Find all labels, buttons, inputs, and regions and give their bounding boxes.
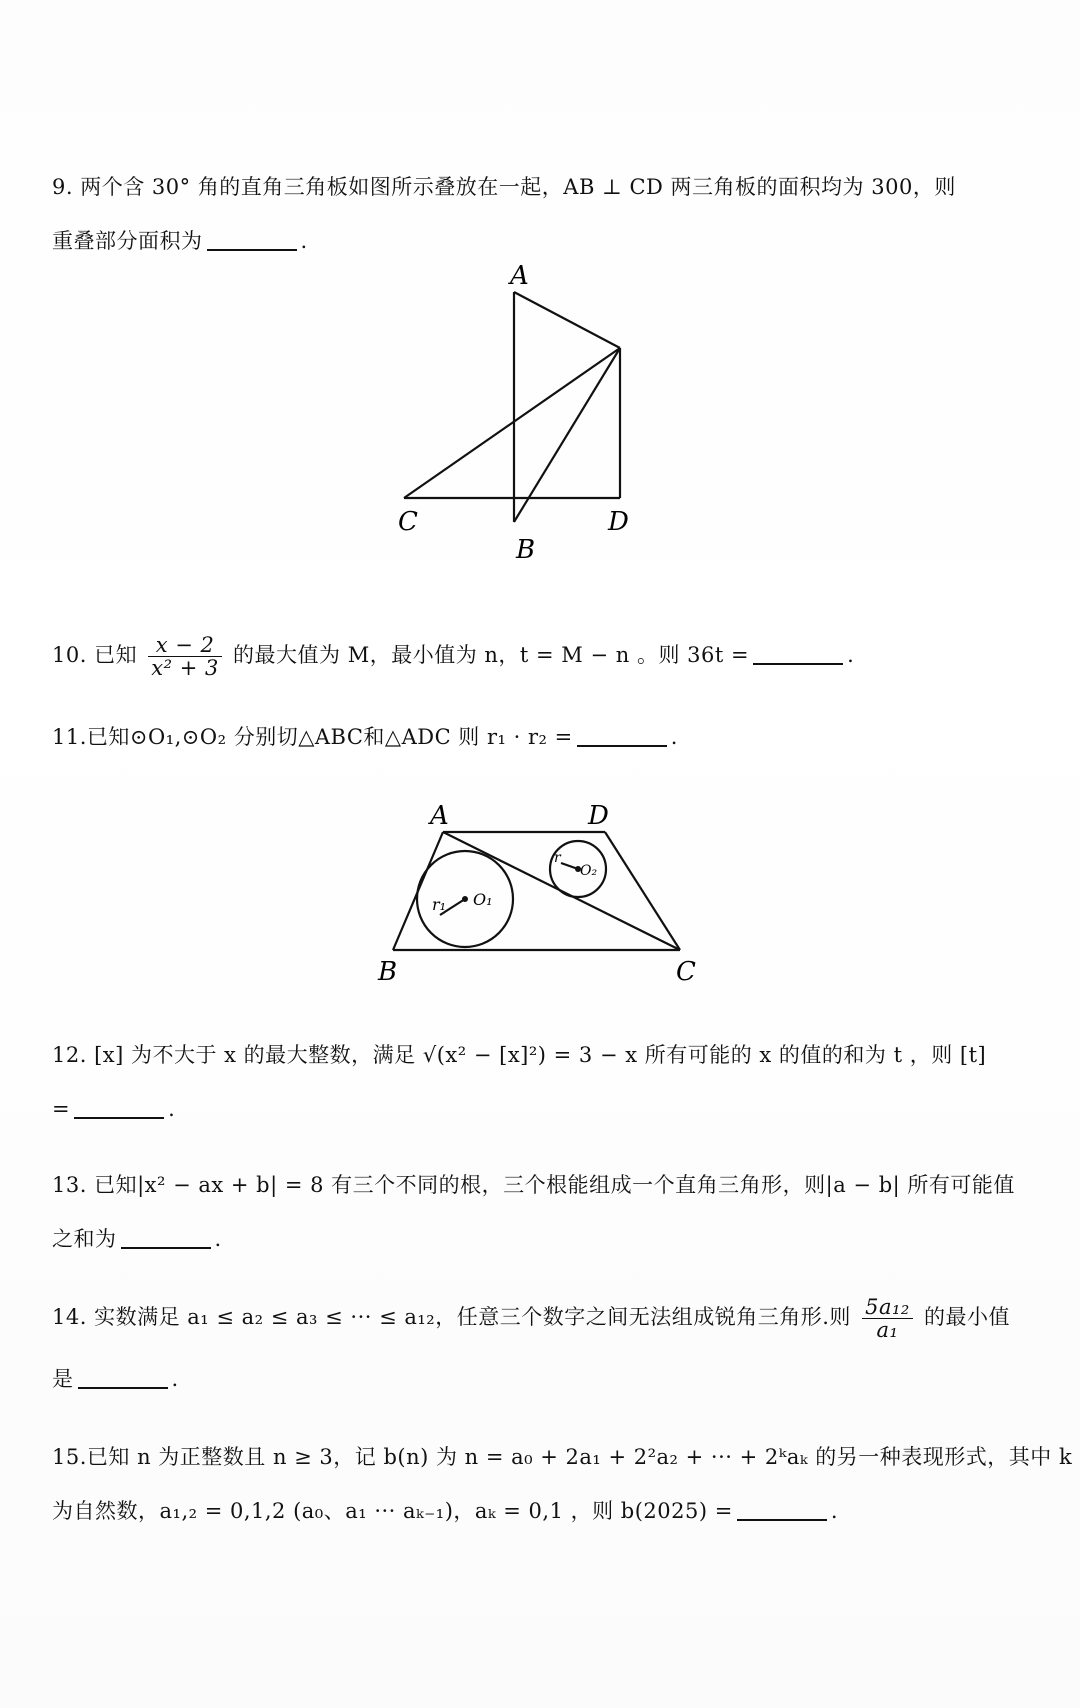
figure-1-lines [404,292,620,522]
question-15-line-2 [52,1484,1012,1538]
figure-2-label-r1: r₁ [432,895,447,914]
question-14-period: . [171,1367,179,1391]
question-12-equals: = [52,1097,71,1121]
segment-c-top [404,348,620,498]
center-o1 [462,896,468,902]
question-14-text: 14. 实数满足 a₁ ≤ a₂ ≤ a₃ ≤ ··· ≤ a₁₂，任意三个数字之间无法组成锐角三角形.则 [52,1305,851,1329]
question-13-period: . [214,1227,222,1251]
question-12-line-1: 12. [x] 为不大于 x 的最大整数，满足 √(x² − [x]²) = 3 − x 所有可能的 x 的值的和为 t ，则 [t] [52,1043,987,1067]
question-12-line-2 [52,1082,1012,1136]
figure-2-lines [393,832,680,950]
question-9-line-2 [52,214,1012,268]
question-15-line-2-text: 为自然数，a₁,₂ = 0,1,2 (a₀、a₁ ··· aₖ₋₁)，aₖ = 0,1 ，则 b(2025) = [52,1499,733,1523]
question-10-period: . [847,643,855,667]
question-14-fraction [862,1296,913,1341]
question-13 [52,1158,1015,1266]
figure-1-label-d: D [608,507,629,537]
figure-2-label-r2: r [554,850,561,866]
question-13-line-1: 13. 已知|x² − ax + b| = 8 有三个不同的根，三个根能组成一个直角三角形，则|a − b| 所有可能值 [52,1173,1015,1197]
figure-2-label-a: A [430,801,449,831]
figure-2-label-b: B [378,957,398,987]
question-15-line-1: 15.已知 n 为正整数且 n ≥ 3，记 b(n) 为 n = a₀ + 2a₁ + 2²a₂ + ··· + 2ᵏaₖ 的另一种表现形式，其中 k [52,1445,1073,1469]
question-11-text: 11.已知⊙O₁,⊙O₂ 分别切△ABC和△ADC 则 r₁ · r₂ = [52,725,573,749]
figure-trapezoid-incircles [0,790,1080,990]
question-9 [52,160,1012,268]
figure-2-label-d: D [588,801,609,831]
question-14-line-1 [52,1290,1012,1344]
question-9-line-1: 9. 两个含 30° 角的直角三角板如图所示叠放在一起，AB ⊥ CD 两三角板的面积均为 300，则 [52,175,956,199]
question-14-line-2 [52,1352,1012,1406]
segment-a-top [514,292,620,348]
figure-2-label-o1: O₁ [473,890,493,909]
question-10-denominator: x² + 3 [151,656,219,680]
answer-blank-13[interactable] [121,1227,211,1249]
figure-2-label-c: C [676,957,696,987]
question-12 [52,1028,1012,1136]
question-14-line-2-text: 是 [52,1367,74,1391]
question-11 [52,710,1012,764]
answer-blank-10[interactable] [753,643,843,665]
question-9-period: . [300,229,308,253]
question-14-denominator: a₁ [876,1318,899,1342]
figure-1-label-c: C [398,507,418,537]
figure-triangles-ab-cd [0,262,1080,562]
question-11-line [52,710,1012,764]
question-10-text: 的最大值为 M，最小值为 n，t = M − n 。则 36t = [233,643,750,667]
question-13-line-2-text: 之和为 [52,1227,117,1251]
question-13-line-2 [52,1212,1012,1266]
answer-blank-12[interactable] [74,1097,164,1119]
figure-2-label-o2: O₂ [580,863,598,879]
question-14-text-end: 的最小值 [924,1305,1010,1329]
question-10-line [52,628,1012,682]
answer-blank-15[interactable] [737,1499,827,1521]
figure-1-label-b: B [516,535,536,562]
answer-blank-14[interactable] [78,1367,168,1389]
answer-blank-9[interactable] [207,229,297,251]
question-9-line-2-text: 重叠部分面积为 [52,229,203,253]
figure-1-label-a: A [510,262,529,291]
question-10 [52,628,1012,682]
question-10-numerator: x − 2 [148,634,222,657]
question-15-period: . [830,1499,839,1523]
question-12-period: . [168,1097,176,1121]
question-14 [52,1290,1012,1406]
question-14-numerator: 5a₁₂ [862,1296,913,1319]
answer-blank-11[interactable] [577,725,667,747]
question-15 [52,1430,1073,1538]
question-10-prefix: 10. 已知 [52,643,138,667]
segment-b-top [514,348,620,522]
question-11-period: . [670,725,678,749]
question-10-fraction [148,634,222,679]
